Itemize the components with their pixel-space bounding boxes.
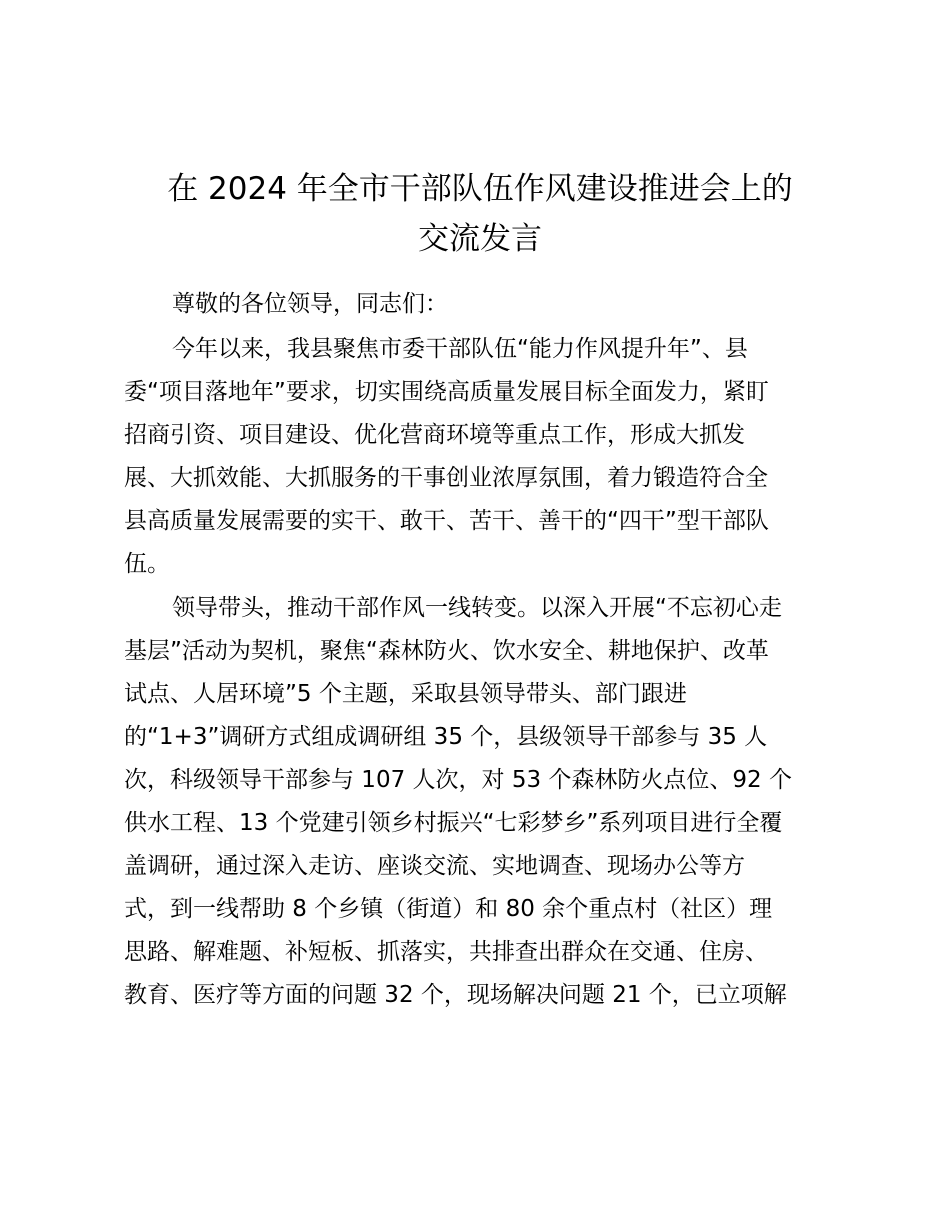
- body-line: 试点、人居环境”5 个主题，采取县领导带头、部门跟进: [124, 681, 687, 707]
- body-line: 的“1+3”调研方式组成调研组 35 个，县级领导干部参与 35 人: [124, 724, 768, 750]
- body-line: 委“项目落地年”要求，切实围绕高质量发展目标全面发力，紧盯: [124, 379, 769, 405]
- body-line: 伍。: [124, 551, 170, 577]
- body-line: 盖调研，通过深入走访、座谈交流、实地调查、现场办公等方: [124, 853, 745, 879]
- body-line: 教育、医疗等方面的问题 32 个，现场解决问题 21 个，已立项解: [124, 982, 787, 1008]
- document-title-line-1: 在 2024 年全市干部队伍作风建设推进会上的: [167, 171, 793, 207]
- body-line: 思路、解难题、补短板、抓落实，共排查出群众在交通、住房、: [124, 939, 768, 965]
- body-line: 展、大抓效能、大抓服务的干事创业浓厚氛围，着力锻造符合全: [124, 465, 768, 491]
- body-line: 式，到一线帮助 8 个乡镇（街道）和 80 余个重点村（社区）理: [124, 896, 773, 922]
- body-line: 县高质量发展需要的实干、敢干、苦干、善干的“四干”型干部队: [124, 508, 769, 534]
- salutation: 尊敬的各位领导，同志们：: [172, 291, 448, 317]
- body-line: 次，科级领导干部参与 107 人次，对 53 个森林防火点位、92 个: [124, 767, 792, 793]
- body-line: 招商引资、项目建设、优化营商环境等重点工作，形成大抓发: [124, 422, 745, 448]
- body-line: 供水工程、13 个党建引领乡村振兴“七彩梦乡”系列项目进行全覆: [124, 810, 783, 836]
- body-line: 领导带头，推动干部作风一线转变。以深入开展“不忘初心走: [172, 595, 782, 621]
- body-line: 基层”活动为契机，聚焦“森林防火、饮水安全、耕地保护、改革: [124, 638, 769, 664]
- document-title-line-2: 交流发言: [418, 221, 542, 257]
- body-line: 今年以来，我县聚焦市委干部队伍“能力作风提升年”、县: [172, 336, 748, 362]
